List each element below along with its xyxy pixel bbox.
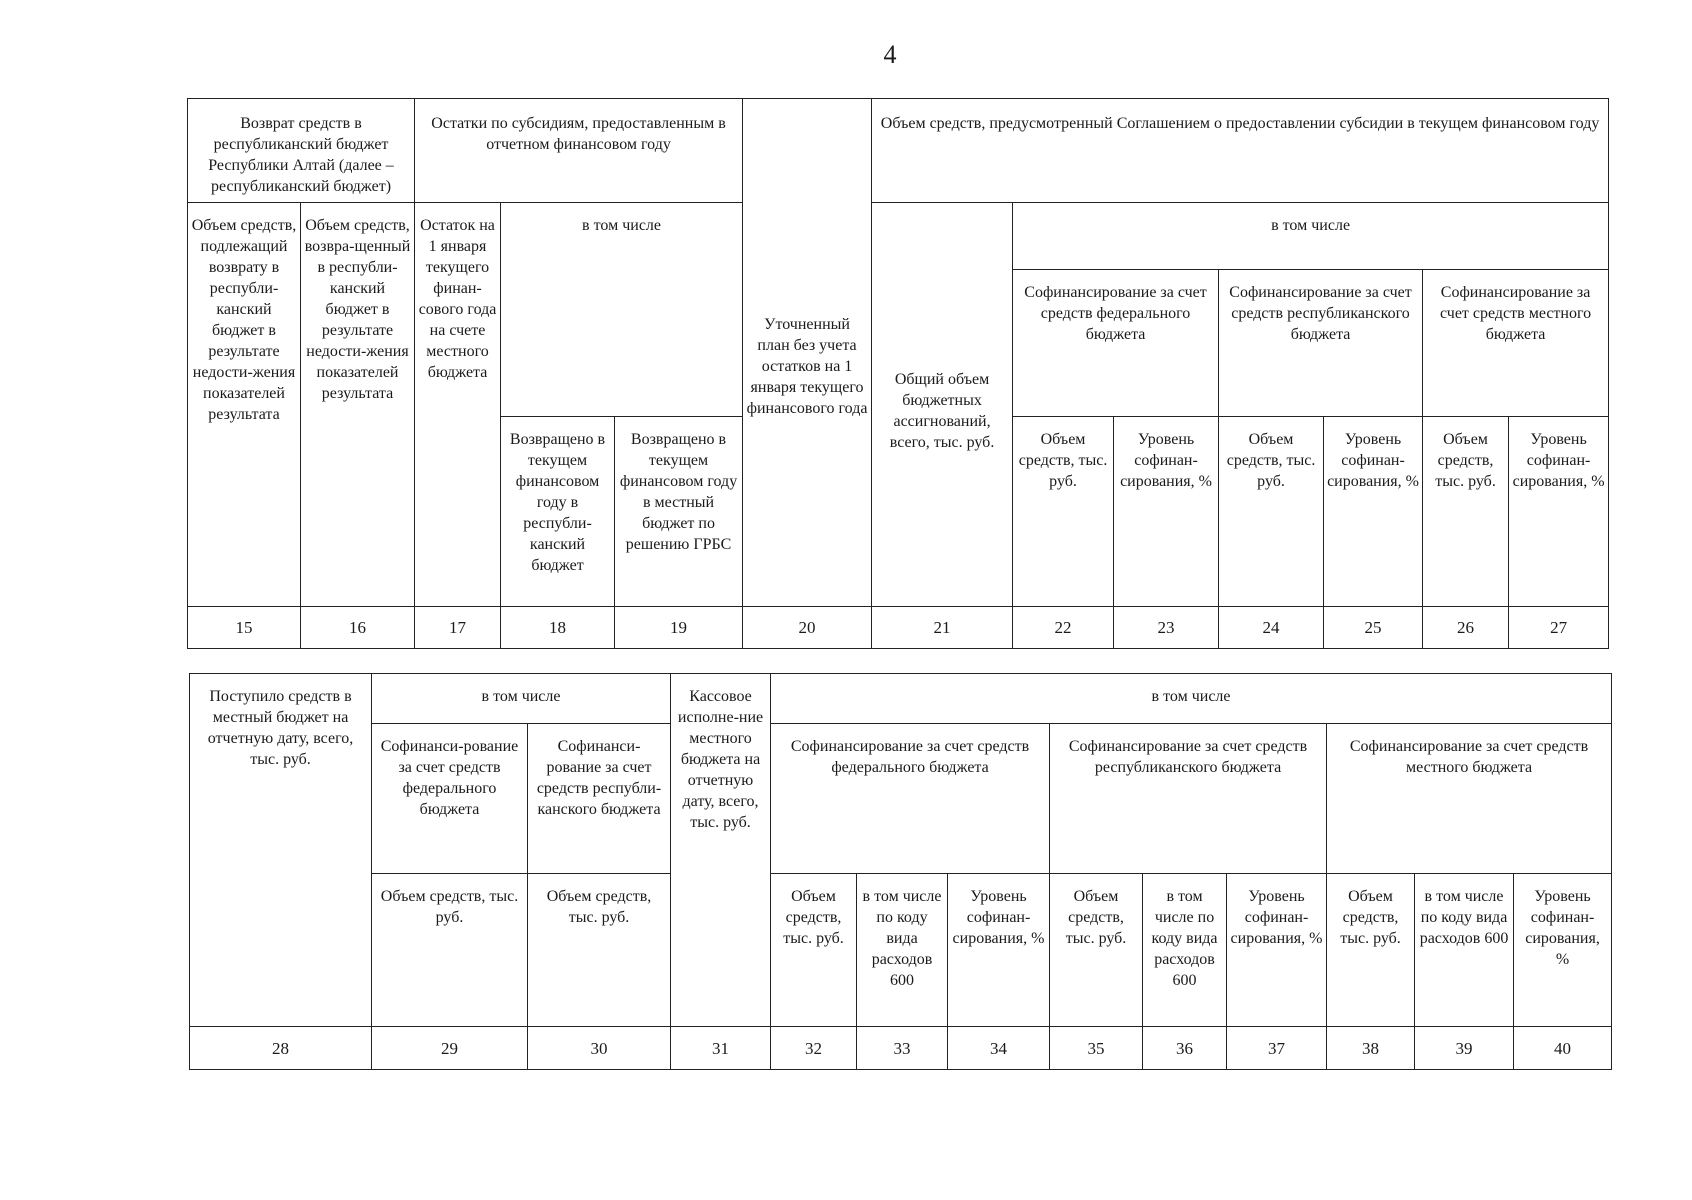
bottom-local-cofinancing-header: Софинансирование за счет средств местного бюджета (1327, 724, 1612, 874)
col34-level-header: Уровень софинан-сирования, % (948, 874, 1050, 1027)
top-federal-cofinancing-header: Софинансирование за счет средств федерального бюджета (1013, 270, 1219, 417)
col16-returned-header: Объем средств, возвра-щенный в республи-канский бюджет в результате недости-жения показателей результата (301, 203, 415, 607)
col-number: 39 (1415, 1027, 1514, 1070)
col30-republican-cofinancing-header: Софинанси-рование за счет средств республи-канского бюджета (528, 724, 671, 874)
col-number: 29 (372, 1027, 528, 1070)
col19-returned-local-header: Возвращено в текущем финансовом году в местный бюджет по решению ГРБС (615, 417, 743, 607)
col-number: 22 (1013, 607, 1114, 649)
col32-volume-header: Объем средств, тыс. руб. (771, 874, 857, 1027)
col21-total-appropriations-header: Общий объем бюджетных ассигнований, всего, тыс. руб. (872, 203, 1013, 607)
col-number: 18 (501, 607, 615, 649)
col-number: 34 (948, 1027, 1050, 1070)
col-number: 35 (1050, 1027, 1143, 1070)
execution-incl-header: в том числе (771, 674, 1612, 724)
page-number: 4 (883, 40, 897, 69)
received-incl-header: в том числе (372, 674, 671, 724)
col31-cash-execution-header: Кассовое исполне-ние местного бюджета на отчетную дату, всего, тыс. руб. (671, 674, 771, 1027)
bottom-republican-cofinancing-header: Софинансирование за счет средств республиканского бюджета (1050, 724, 1327, 874)
col25-level-header: Уровень софинан-сирования, % (1324, 417, 1423, 607)
col27-level-header: Уровень софинан-сирования, % (1509, 417, 1609, 607)
col38-volume-header: Объем средств, тыс. руб. (1327, 874, 1415, 1027)
col-number: 19 (615, 607, 743, 649)
residuals-incl-header: в том числе (501, 203, 743, 417)
return-group-header: Возврат средств в республиканский бюджет Республики Алтай (далее – республиканский бюджет) (188, 99, 415, 203)
col-number: 30 (528, 1027, 671, 1070)
col29-federal-cofinancing-header: Софинанси-рование за счет средств федерального бюджета (372, 724, 528, 874)
col-number: 36 (1143, 1027, 1227, 1070)
col-number: 16 (301, 607, 415, 649)
col23-level-header: Уровень софинан-сирования, % (1114, 417, 1219, 607)
col24-volume-header: Объем средств, тыс. руб. (1219, 417, 1324, 607)
col-number: 17 (415, 607, 501, 649)
col17-residual-header: Остаток на 1 января текущего финан-сового года на счете местного бюджета (415, 203, 501, 607)
col39-code600-header: в том числе по коду вида расходов 600 (1415, 874, 1514, 1027)
col29-volume-header: Объем средств, тыс. руб. (372, 874, 528, 1027)
col-number: 31 (671, 1027, 771, 1070)
col36-code600-header: в том числе по коду вида расходов 600 (1143, 874, 1227, 1027)
col28-received-header: Поступило средств в местный бюджет на отчетную дату, всего, тыс. руб. (190, 674, 372, 1027)
col26-volume-header: Объем средств, тыс. руб. (1423, 417, 1509, 607)
col-number: 32 (771, 1027, 857, 1070)
col-number: 15 (188, 607, 301, 649)
col-number: 26 (1423, 607, 1509, 649)
col-number: 33 (857, 1027, 948, 1070)
agreement-group-header: Объем средств, предусмотренный Соглашением о предоставлении субсидии в текущем финансовом году (872, 99, 1609, 203)
col15-return-due-header: Объем средств, подлежащий возврату в республи-канский бюджет в результате недости-жения показателей результата (188, 203, 301, 607)
col35-volume-header: Объем средств, тыс. руб. (1050, 874, 1143, 1027)
top-local-cofinancing-header: Софинансирование за счет средств местного бюджета (1423, 270, 1609, 417)
col-number: 37 (1227, 1027, 1327, 1070)
col37-level-header: Уровень софинан-сирования, % (1227, 874, 1327, 1027)
bottom-federal-cofinancing-header: Софинансирование за счет средств федерального бюджета (771, 724, 1050, 874)
col33-code600-header: в том числе по коду вида расходов 600 (857, 874, 948, 1027)
col18-returned-republican-header: Возвращено в текущем финансовом году в республи-канский бюджет (501, 417, 615, 607)
col-number: 27 (1509, 607, 1609, 649)
col-number: 20 (743, 607, 872, 649)
col-number: 28 (190, 1027, 372, 1070)
col-number: 38 (1327, 1027, 1415, 1070)
budget-table-top (187, 98, 1609, 649)
col20-clarified-plan-header: Уточненный план без учета остатков на 1 января текущего финансового года (743, 99, 872, 607)
col-number: 21 (872, 607, 1013, 649)
col-number: 25 (1324, 607, 1423, 649)
col-number: 40 (1514, 1027, 1612, 1070)
col22-volume-header: Объем средств, тыс. руб. (1013, 417, 1114, 607)
agreement-incl-header: в том числе (1013, 203, 1609, 270)
col-number: 23 (1114, 607, 1219, 649)
col-number: 24 (1219, 607, 1324, 649)
budget-table-bottom (189, 673, 1612, 1070)
col40-level-header: Уровень софинан-сирования, % (1514, 874, 1612, 1027)
residuals-group-header: Остатки по субсидиям, предоставленным в отчетном финансовом году (415, 99, 743, 203)
top-republican-cofinancing-header: Софинансирование за счет средств республиканского бюджета (1219, 270, 1423, 417)
col30-volume-header: Объем средств, тыс. руб. (528, 874, 671, 1027)
